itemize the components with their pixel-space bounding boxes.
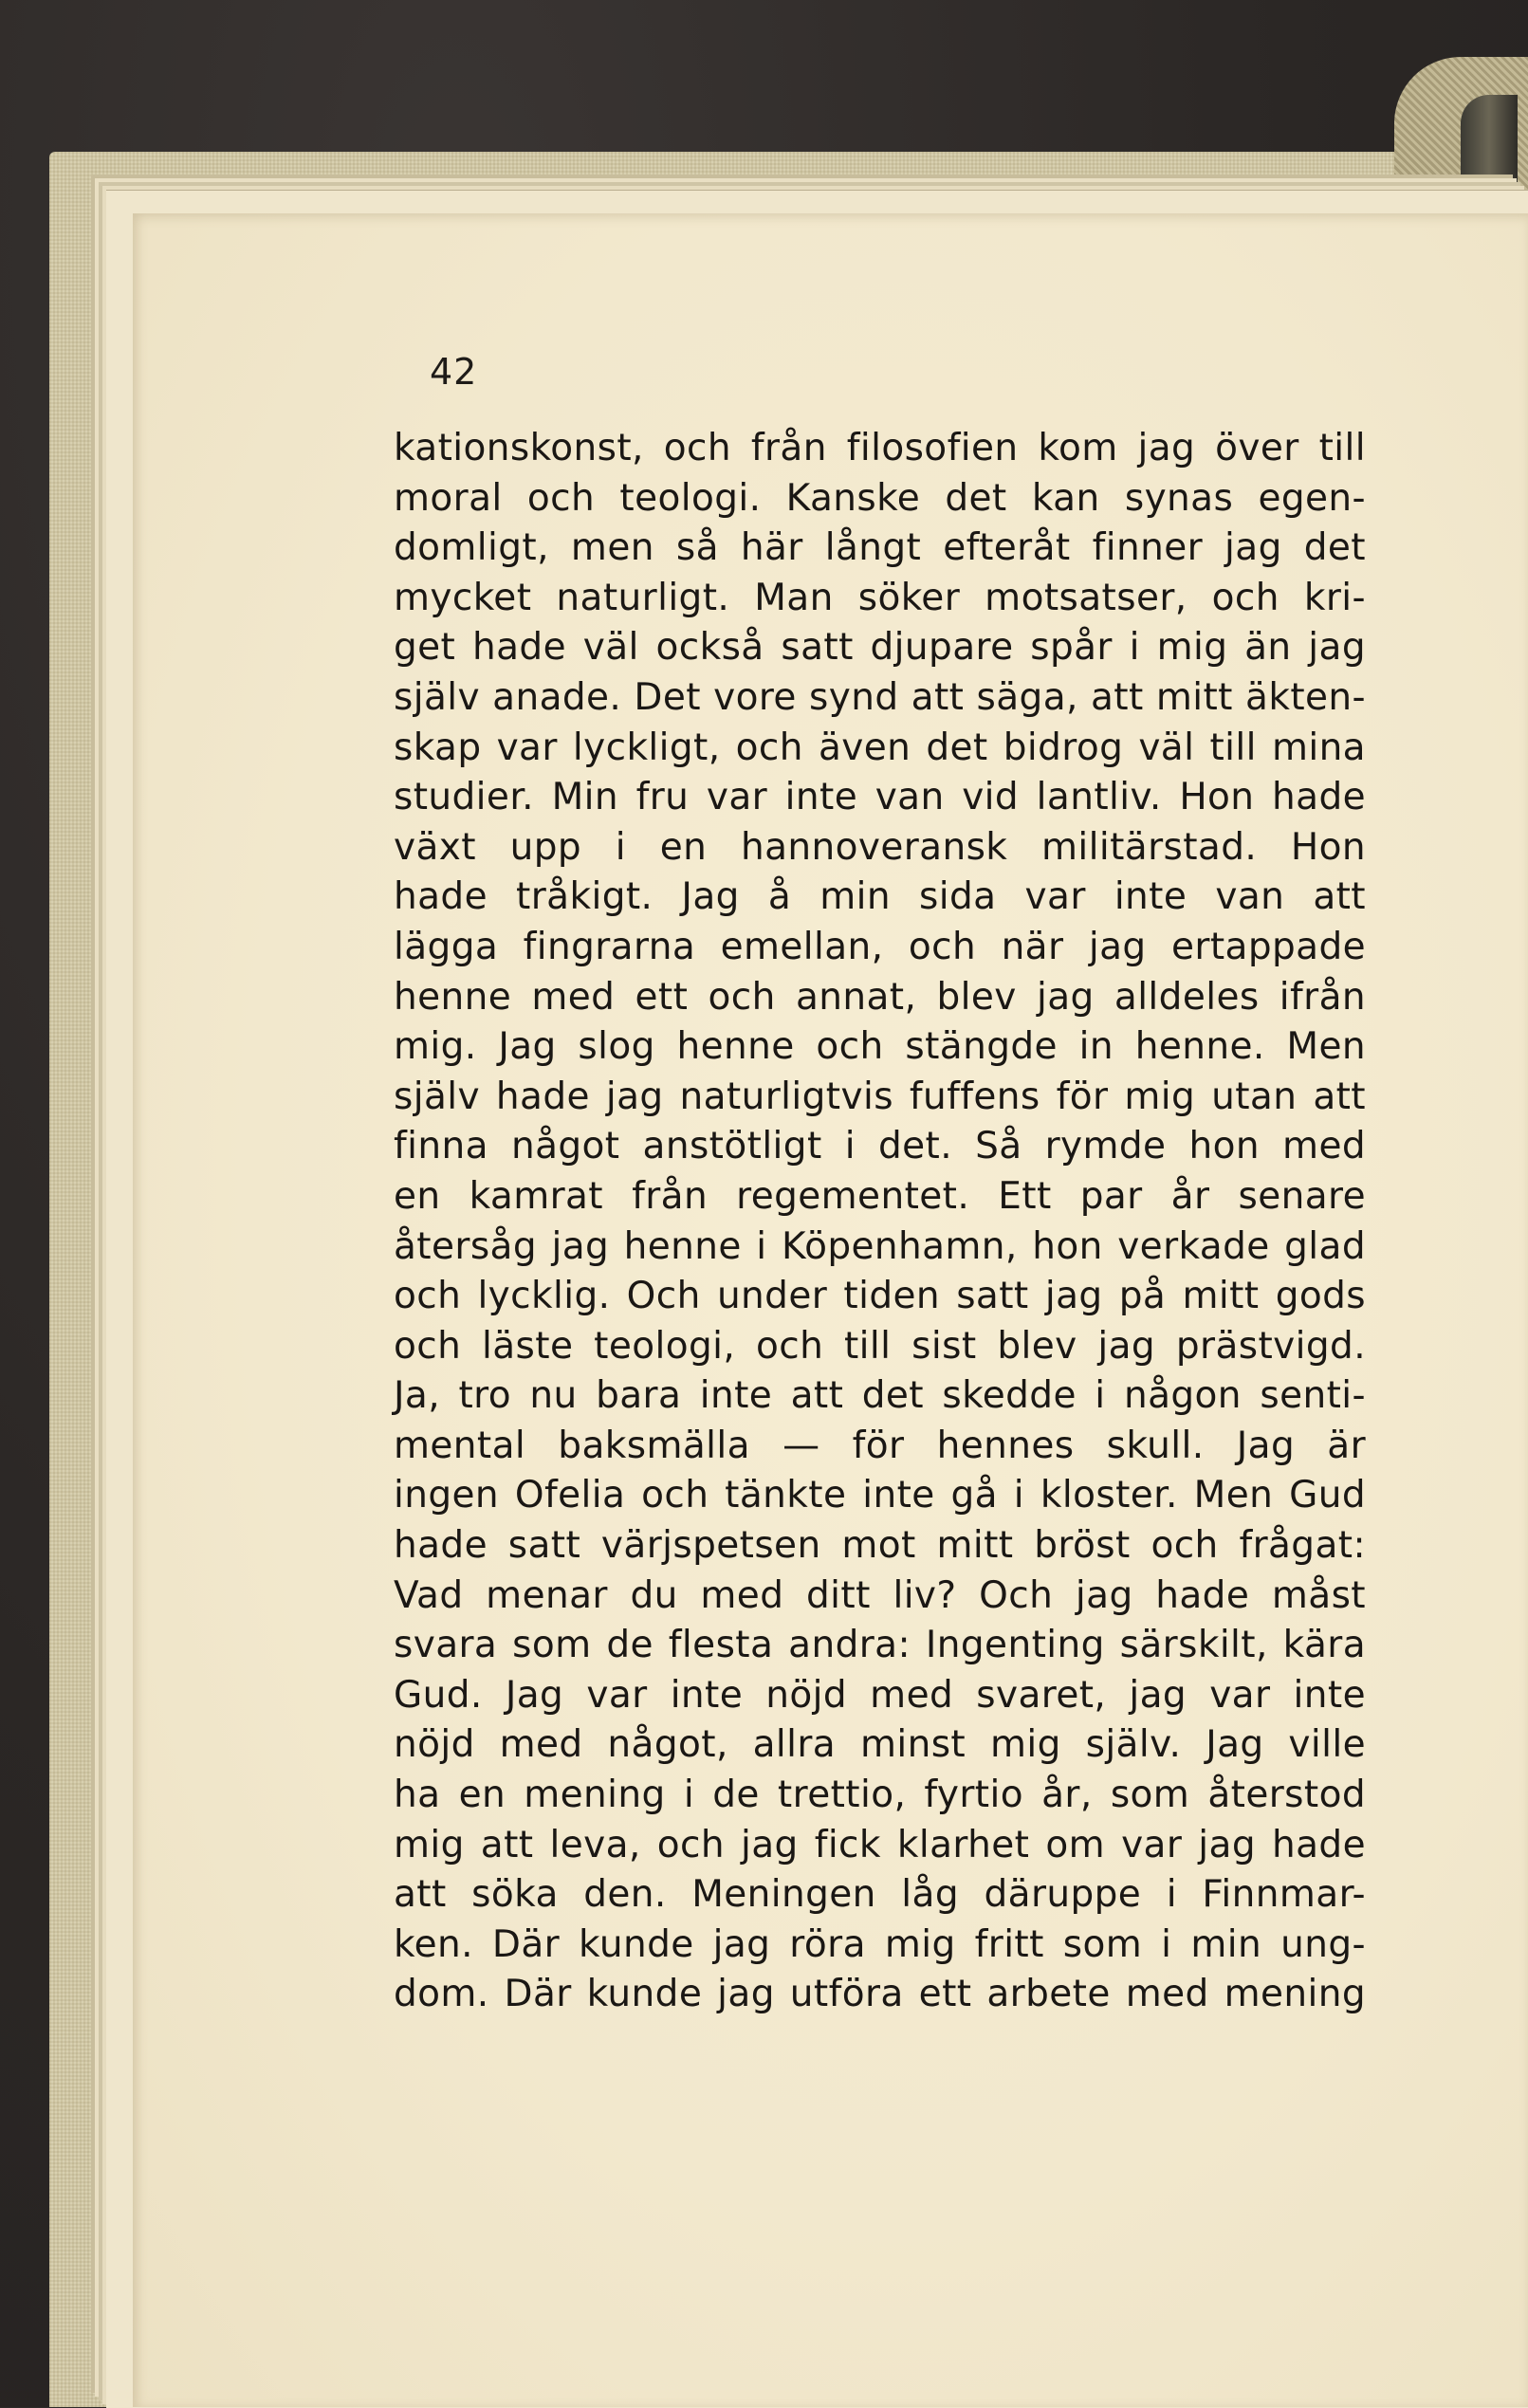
text-line-22: ingen Ofelia och tänkte inte gå i kloster. Men Gud [394, 1474, 1366, 1517]
text-line-10: hade tråkigt. Jag å min sida var inte van att [394, 875, 1366, 919]
text-line-5: get hade väl också satt djupare spår i mig än jag [394, 626, 1366, 670]
text-line-27: nöjd med något, allra minst mig själv. Jag ville [394, 1723, 1366, 1767]
text-line-17: återsåg jag henne i Köpenhamn, hon verkade glad [394, 1224, 1366, 1268]
text-line-20: Ja, tro nu bara inte att det skedde i någon senti- [394, 1374, 1366, 1418]
text-line-16: en kamrat från regementet. Ett par år senare [394, 1174, 1366, 1218]
text-line-4: mycket naturligt. Man söker motsatser, och kri- [394, 576, 1366, 619]
text-line-30: att söka den. Meningen låg däruppe i Finnmar- [394, 1873, 1366, 1917]
text-line-21: mental baksmälla — för hennes skull. Jag är [394, 1424, 1366, 1467]
text-line-1: kationskonst, och från filosofien kom jag över till [394, 427, 1366, 469]
text-line-19: och läste teologi, och till sist blev jag prästvigd. [394, 1324, 1366, 1368]
text-line-29: mig att leva, och jag fick klarhet om var jag hade [394, 1823, 1366, 1866]
text-line-26: Gud. Jag var inte nöjd med svaret, jag var inte [394, 1673, 1366, 1717]
text-line-7: skap var lyckligt, och även det bidrog väl till mina [394, 726, 1366, 769]
text-line-12: henne med ett och annat, blev jag alldeles ifrån [394, 975, 1366, 1019]
text-line-3: domligt, men så här långt efteråt finner jag det [394, 526, 1366, 570]
text-line-8: studier. Min fru var inte van vid lantliv. Hon hade [394, 776, 1366, 819]
body-text [394, 424, 1366, 2020]
text-line-2: moral och teologi. Kanske det kan synas egen- [394, 476, 1366, 520]
text-line-31: ken. Där kunde jag röra mig fritt som i min ung- [394, 1922, 1366, 1966]
text-line-9: växt upp i en hannoveransk militärstad. Hon [394, 825, 1366, 869]
text-line-18: och lycklig. Och under tiden satt jag på mitt gods [394, 1275, 1366, 1318]
page-number: 42 [430, 351, 478, 393]
text-line-15: finna något anstötligt i det. Så rymde hon med [394, 1125, 1366, 1168]
text-line-32: dom. Där kunde jag utföra ett arbete med mening [394, 1973, 1366, 2016]
text-line-23: hade satt värjspetsen mot mitt bröst och frågat: [394, 1524, 1366, 1568]
text-line-28: ha en mening i de trettio, fyrtio år, som återstod [394, 1774, 1366, 1817]
text-line-25: svara som de flesta andra: Ingenting särskilt, kära [394, 1624, 1366, 1667]
text-line-13: mig. Jag slog henne och stängde in henne. Men [394, 1025, 1366, 1069]
text-line-14: själv hade jag naturligtvis fuffens för mig utan att [394, 1075, 1366, 1118]
text-line-11: lägga fingrarna emellan, och när jag ertappade [394, 925, 1366, 968]
text-line-6: själv anade. Det vore synd att säga, att mitt äkten- [394, 675, 1366, 719]
text-line-24: Vad menar du med ditt liv? Och jag hade måst [394, 1573, 1366, 1617]
